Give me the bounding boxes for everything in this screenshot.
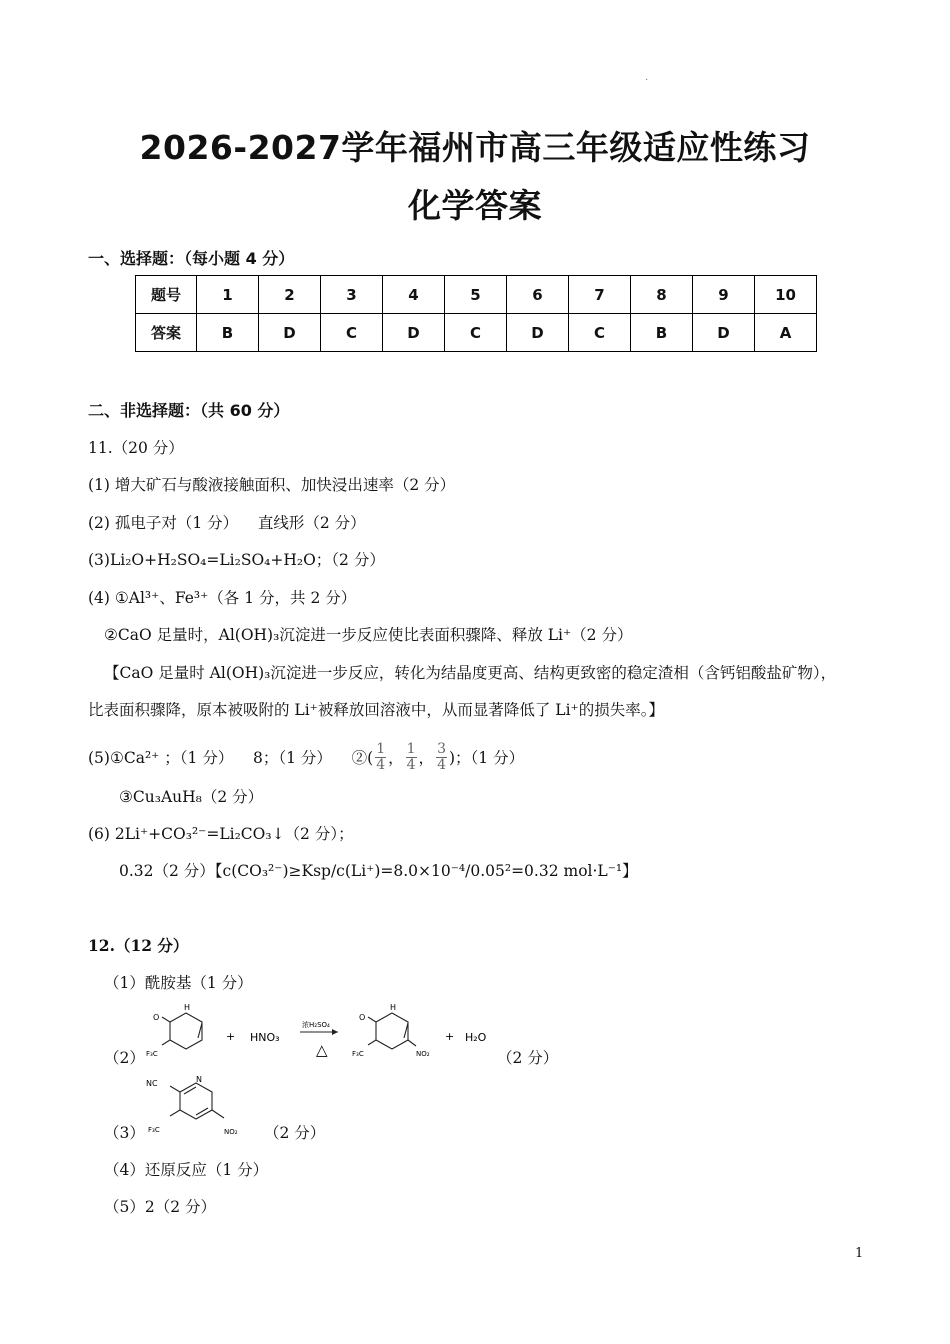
q11-part4b: ②CaO 足量时，Al(OH)₃沉淀进一步反应使比表面积骤降、释放 Li⁺（2 分） (104, 626, 633, 644)
answer-cell: D (383, 314, 445, 352)
question-number: 8 (631, 276, 693, 314)
row-header: 题号 (136, 276, 197, 314)
table-row (136, 276, 817, 314)
reactant-pyridinone-ring (162, 1013, 202, 1049)
answer-table (135, 275, 817, 352)
page-subtitle: 化学答案 (408, 186, 542, 225)
question-number: 7 (569, 276, 631, 314)
fraction-z (436, 742, 447, 773)
comma: ， (418, 749, 435, 767)
q11-part5a (88, 734, 524, 780)
table-row (136, 314, 817, 352)
answer-cell: D (507, 314, 569, 352)
q12-part2-label: （2） (104, 1049, 145, 1067)
product-cf3-label: F₃C (352, 1050, 364, 1058)
q11-part5b: ③Cu₃AuH₈（2 分） (119, 788, 264, 806)
answer-cell: B (197, 314, 259, 352)
q11-part4-note1: 【CaO 足量时 Al(OH)₃沉淀进一步反应，转化为结晶度更高、结构更致密的稳定渣相（含钙铝酸盐矿物）， (104, 664, 837, 682)
section-nonchoice-heading: 二、非选择题：（共 60 分） (88, 401, 290, 420)
q11-part5a-tail: )；（1 分） (448, 749, 525, 767)
q12-part2-score: （2 分） (497, 1049, 559, 1067)
carbonyl-oxygen-label: O (153, 1013, 160, 1022)
question-number: 2 (259, 276, 321, 314)
fraction-y (406, 742, 417, 773)
condition-heat-label: △ (316, 1041, 328, 1059)
question-number: 6 (507, 276, 569, 314)
product-nitro-pyridinone-ring (368, 1013, 416, 1049)
nitration-reaction-scheme (140, 1000, 500, 1072)
denominator: 4 (437, 756, 446, 773)
answer-cell: C (445, 314, 507, 352)
page-number: 1 (855, 1246, 864, 1261)
numerator: 1 (406, 740, 416, 757)
denominator: 4 (376, 756, 386, 773)
product-no2-label: NO₂ (416, 1050, 430, 1058)
q12-part3-score: （2 分） (264, 1124, 326, 1142)
water-label: H₂O (465, 1031, 487, 1044)
q11-part4-note2: 比表面积骤降，原本被吸附的 Li⁺被释放回溶液中，从而显著降低了 Li⁺的损失率。】 (88, 701, 664, 719)
section-choice-heading: 一、选择题：（每小题 4 分） (88, 249, 295, 268)
plus-sign: + (226, 1030, 236, 1043)
question-number: 3 (321, 276, 383, 314)
denominator: 4 (406, 756, 416, 773)
nitric-acid-label: HNO₃ (250, 1031, 280, 1044)
q12-part3-label: （3） (104, 1124, 145, 1142)
answer-cell: A (755, 314, 817, 352)
product-nh-label: H (390, 1003, 397, 1012)
q11-part6a: (6) 2Li⁺+CO₃²⁻=Li₂CO₃↓（2 分）； (88, 825, 354, 843)
product-oxygen-label: O (359, 1013, 366, 1022)
stray-dot: . (645, 72, 649, 83)
answer-cell: D (693, 314, 755, 352)
nitrile-label: NC (146, 1079, 158, 1088)
condition-top-label: 浓H₂SO₄ (302, 1021, 330, 1029)
q11-part6b: 0.32（2 分）【c(CO₃²⁻)≥Ksp/c(Li⁺)=8.0×10⁻⁴/0.05²=0.32 mol·L⁻¹】 (119, 862, 638, 880)
numerator: 3 (437, 740, 446, 757)
question-number: 5 (445, 276, 507, 314)
fraction-x (375, 742, 386, 773)
ring-n-label: N (196, 1075, 202, 1084)
answer-cell: C (321, 314, 383, 352)
cf3-substituent-label: F₃C (148, 1126, 160, 1134)
answer-cell: B (631, 314, 693, 352)
answer-cell: C (569, 314, 631, 352)
row-header: 答案 (136, 314, 197, 352)
q11-part2: (2) 孤电子对（1 分） 直线形（2 分） (88, 514, 366, 532)
cf3-label: F₃C (146, 1050, 158, 1058)
question-number: 10 (755, 276, 817, 314)
ring-nh-label: H (184, 1003, 191, 1012)
numerator: 1 (376, 740, 386, 757)
q11-part4a: (4) ①Al³⁺、Fe³⁺（各 1 分，共 2 分） (88, 589, 357, 607)
q12-heading: 12.（12 分） (88, 936, 189, 955)
q11-heading: 11.（20 分） (88, 439, 184, 457)
answer-cell: D (259, 314, 321, 352)
nitropyridine-structure (140, 1074, 270, 1142)
q12-part1: （1）酰胺基（1 分） (104, 974, 253, 992)
comma: ， (388, 749, 404, 767)
question-number: 9 (693, 276, 755, 314)
q11-part5a-text: (5)①Ca²⁺ ；（1 分） 8；（1 分） ②( (88, 749, 374, 767)
page-title: 2026-2027学年福州市高三年级适应性练习 (139, 128, 811, 167)
plus-sign-2: + (445, 1030, 455, 1043)
nitro-substituent-label: NO₂ (224, 1128, 238, 1136)
q11-part3: (3)Li₂O+H₂SO₄=Li₂SO₄+H₂O；（2 分） (88, 551, 385, 569)
question-number: 4 (383, 276, 445, 314)
q11-part1: (1) 增大矿石与酸液接触面积、加快浸出速率（2 分） (88, 476, 456, 494)
arrow-head (332, 1029, 338, 1035)
pyridine-ring (170, 1083, 224, 1119)
q12-part4: （4）还原反应（1 分） (104, 1161, 269, 1179)
q12-part5: （5）2（2 分） (104, 1198, 217, 1216)
question-number: 1 (197, 276, 259, 314)
